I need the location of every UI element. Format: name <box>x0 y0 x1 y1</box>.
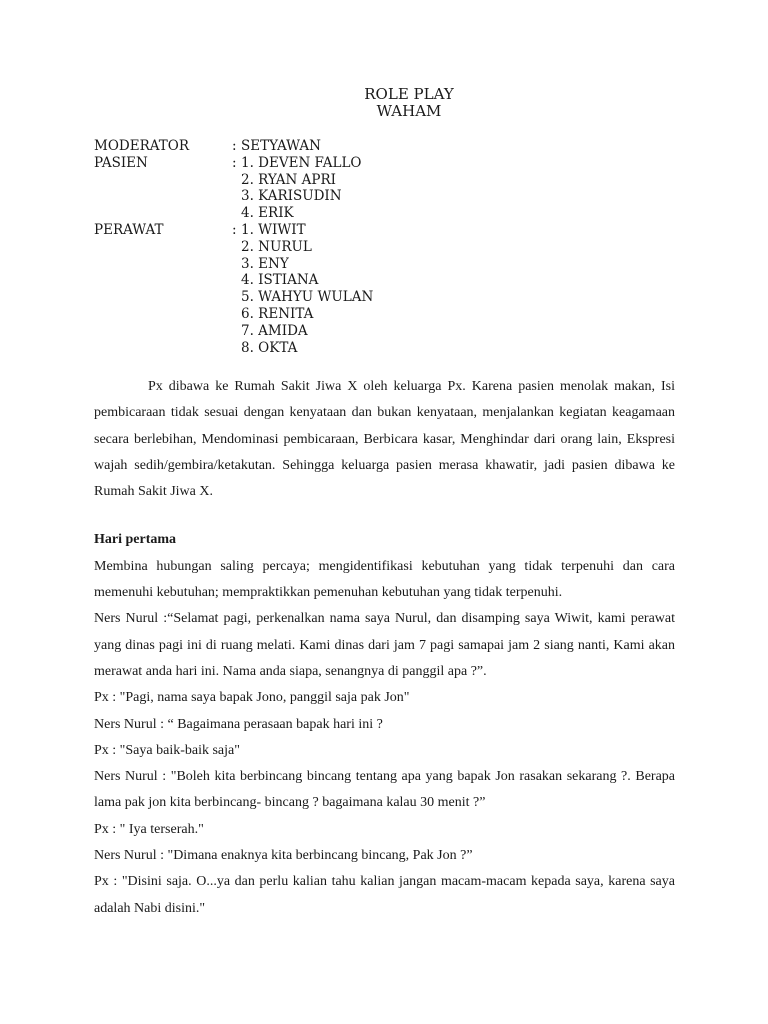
roster-value: 4. ERIK <box>241 205 294 222</box>
roster-row <box>94 340 373 357</box>
roster-label <box>94 205 232 222</box>
roster-colon: : <box>232 138 237 154</box>
roster-row <box>94 172 373 189</box>
roster-value: 2. RYAN APRI <box>241 171 336 188</box>
roster-row <box>94 239 373 256</box>
roster-colon <box>232 205 241 222</box>
roster-value: 7. AMIDA <box>241 322 308 339</box>
roster-row <box>94 272 373 289</box>
roster-colon <box>232 256 241 273</box>
roster-value: 1. WIWIT <box>241 221 306 238</box>
roster-value: 6. RENITA <box>241 305 314 322</box>
roster-value: 5. WAHYU WULAN <box>241 289 374 306</box>
roster-label <box>94 323 232 340</box>
roster-value: SETYAWAN <box>241 138 321 154</box>
roster-value: 2. NURUL <box>241 238 312 255</box>
roster-value: 4. ISTIANA <box>241 272 319 289</box>
dialogue-line: Px : " Iya terserah." <box>94 821 204 837</box>
roster-colon <box>232 172 241 189</box>
roster-label <box>94 306 232 323</box>
roster-value: 3. ENY <box>241 255 289 272</box>
roster-label <box>94 256 232 273</box>
section-heading: Hari pertama <box>94 532 177 548</box>
roster-value: 3. KARISUDIN <box>241 188 342 205</box>
document-title <box>0 86 768 120</box>
dialogue-line: Ners Nurul :“Selamat pagi, perkenalkan nama saya Nurul, dan disamping saya Wiwit, kami perawat yang dinas pagi ini di ruang melati. Kami dinas dari jam 7 pagi samapai jam 2 siang nanti, Kami akan merawat anda hari ini. Nama anda siapa, senangnya di panggil apa ?”. <box>94 611 675 679</box>
roster-label <box>94 289 232 306</box>
roster-row <box>94 155 373 172</box>
roster-colon <box>232 272 241 289</box>
roster-value: 8. OKTA <box>241 339 298 356</box>
roster-row <box>94 188 373 205</box>
roster-label <box>94 340 232 357</box>
roster-colon <box>232 289 241 306</box>
roster-label: PERAWAT <box>94 221 164 238</box>
roster-label: MODERATOR <box>94 138 189 154</box>
roster-row <box>94 323 373 340</box>
dialogue-line: Px : "Saya baik-baik saja" <box>94 742 240 758</box>
roster-colon: : <box>232 221 237 238</box>
roster-label <box>94 272 232 289</box>
roster-row <box>94 205 373 222</box>
roster-row <box>94 222 373 239</box>
roster-row <box>94 256 373 273</box>
intro-paragraph: Px dibawa ke Rumah Sakit Jiwa X oleh keluarga Px. Karena pasien menolak makan, Isi pembicaraan tidak sesuai dengan kenyataan dan bukan kenyataan, menjalankan kegiatan keagamaan secara berlebihan, Mendominasi pembicaraan, Berbicara kasar, Menghindar dari orang lain, Ekspresi wajah sedih/gembira/ketakutan. Sehingga keluarga pasien merasa khawatir, jadi pasien dibawa ke Rumah Sakit Jiwa X. <box>94 379 675 500</box>
roster-label: PASIEN <box>94 154 148 171</box>
roster-colon <box>232 323 241 340</box>
dialogue-line: Px : "Pagi, nama saya bapak Jono, panggil saja pak Jon" <box>94 690 410 706</box>
roster-colon <box>232 306 241 323</box>
roster-colon <box>232 239 241 256</box>
dialogue-line: Ners Nurul : "Boleh kita berbincang bincang tentang apa yang bapak Jon rasakan sekarang ?. Berapa lama pak jon kita berbincang- bincang ? bagaimana kalau 30 menit ?” <box>94 769 675 811</box>
roster-list <box>94 138 373 356</box>
dialogue-line: Px : "Disini saja. O...ya dan perlu kalian tahu kalian jangan macam-macam kepada saya, karena saya adalah Nabi disini." <box>94 874 675 916</box>
roster-colon <box>232 340 241 357</box>
title-line-1: ROLE PLAY <box>364 85 454 103</box>
roster-label <box>94 188 232 205</box>
roster-row <box>94 138 373 155</box>
roster-colon <box>232 188 241 205</box>
roster-label <box>94 239 232 256</box>
roster-value: 1. DEVEN FALLO <box>241 154 362 171</box>
roster-label <box>94 172 232 189</box>
dialogue-line: Ners Nurul : “ Bagaimana perasaan bapak hari ini ? <box>94 716 383 732</box>
roster-row <box>94 306 373 323</box>
document-body <box>94 374 675 922</box>
body-paragraph: Membina hubungan saling percaya; mengidentifikasi kebutuhan yang tidak terpenuhi dan cara memenuhi kebutuhan; mempraktikkan pemenuhan kebutuhan yang tidak terpenuhi. <box>94 558 675 601</box>
title-line-2: WAHAM <box>376 102 442 120</box>
roster-row <box>94 289 373 306</box>
dialogue-line: Ners Nurul : "Dimana enaknya kita berbincang bincang, Pak Jon ?” <box>94 848 473 864</box>
roster-colon: : <box>232 154 237 171</box>
